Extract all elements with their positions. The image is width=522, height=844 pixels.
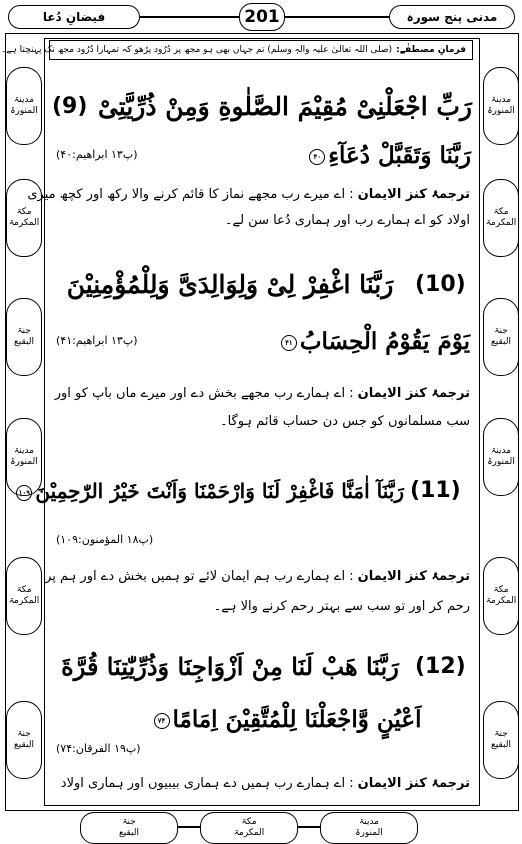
footer-label-baqi — [80, 812, 178, 844]
dua-number: (11) — [410, 478, 461, 503]
arabic-verse-continued — [100, 698, 472, 742]
header-rule-right — [283, 16, 389, 18]
hadith-box — [1, 40, 473, 60]
translation-label: ترجمۂ کنز الایمان — [357, 386, 470, 401]
side-text: جنۃ — [494, 326, 508, 336]
dua-number: (10) — [415, 272, 466, 297]
side-text: البقیع — [13, 740, 35, 750]
side-text: المنورۃ — [10, 106, 38, 116]
arabic-text: رَبَّنَا وَتَقَبَّلْ دُعَآءِ — [328, 142, 471, 169]
side-label-baqi-left — [6, 298, 42, 376]
side-text: جنۃ — [17, 729, 31, 739]
translation-label: ترجمۂ کنز الایمان — [357, 569, 470, 584]
side-text: البقیع — [490, 740, 512, 750]
translation-line — [52, 385, 470, 403]
footer-text: البقیع — [118, 828, 140, 838]
side-text: المکرمۃ — [485, 218, 517, 228]
translation-line: رحم کر اور تو سب سے بہتر رحم کرنے والا ہے۔ — [213, 599, 470, 614]
footer-text: مکۃ — [241, 817, 257, 827]
translation-line: اولاد کو اے ہمارے رب اور ہماری دُعا سن لے۔ — [224, 213, 470, 228]
arabic-verse — [18, 470, 404, 512]
side-text: البقیع — [490, 337, 512, 347]
arabic-text: اَعْيُنٍ وَّاجْعَلْنَا لِلْمُتَّقِيْنَ اِمَامًا — [172, 706, 422, 733]
side-text: مکۃ — [16, 207, 32, 217]
side-label-makkah-right-2 — [483, 557, 519, 635]
verse-reference: (پ۱۳ ابراھیم:۴۱) — [56, 334, 138, 347]
arabic-verse: رَبَّنَا اغْفِرْ لِىْ وَلِوَالِدَىَّ وَلِلْمُؤْمِنِيْنَ — [66, 270, 394, 299]
translation-label: ترجمۂ کنز الایمان — [357, 776, 470, 791]
arabic-verse: رَبَّنَا هَبْ لَنَا مِنْ اَزْوَاجِنَا وَذُرِّيّٰتِنَا قُرَّةَ — [61, 652, 399, 681]
translation-line — [45, 568, 470, 586]
footer-text: جنۃ — [122, 817, 136, 827]
side-text: مکۃ — [493, 585, 509, 595]
side-text: المنورۃ — [10, 457, 38, 467]
book-title: مدنی پنج سورہ — [389, 5, 515, 29]
arabic-text: رَبَّنَآ اٰمَنَّا فَاغْفِرْ لَنَا وَارْحَمْنَا وَاَنْتَ خَيْرُ الرّٰحِمِيْنَ — [35, 479, 404, 503]
side-text: مدینۃ — [490, 446, 512, 456]
dua-number: (9) — [52, 94, 88, 119]
side-text: المکرمۃ — [8, 596, 40, 606]
footer-text: مدینۃ — [358, 817, 380, 827]
translation-line: سب مسلمانوں کو جس دن حساب قائم ہوگا۔ — [219, 414, 470, 429]
section-title: فیضانِ دُعا — [8, 5, 140, 29]
ayah-number-mark: ۴۰ — [309, 149, 325, 165]
header-rule-left — [138, 16, 239, 18]
side-text: جنۃ — [494, 729, 508, 739]
footer-text: المنورۃ — [355, 828, 383, 838]
side-label-baqi-right — [483, 298, 519, 376]
side-text: جنۃ — [17, 326, 31, 336]
arabic-verse-continued — [155, 136, 471, 176]
side-label-baqi-left-2 — [6, 701, 42, 779]
ayah-number-mark: ۴۱ — [281, 335, 297, 351]
translation-label: ترجمۂ کنز الایمان — [357, 187, 470, 202]
hadith-label: فرمانِ مصطفٰے: — [396, 45, 466, 55]
side-text: المکرمۃ — [485, 596, 517, 606]
side-text: مدینۃ — [13, 95, 35, 105]
verse-reference: (پ۱۸ المؤمنون:۱۰۹) — [56, 533, 154, 546]
side-text: مکۃ — [16, 585, 32, 595]
verse-reference: (پ۱۳ ابراھیم:۴۰) — [56, 148, 138, 161]
side-text: مدینۃ — [13, 446, 35, 456]
arabic-verse-continued — [190, 322, 470, 362]
arabic-text: يَوْمَ يَقُوْمُ الْحِسَابُ — [299, 328, 470, 355]
footer-label-madina — [320, 812, 418, 844]
side-text: مکۃ — [493, 207, 509, 217]
verse-reference: (پ۱۹ الفرقان:۷۴) — [56, 742, 141, 755]
footer-label-makkah — [200, 812, 298, 844]
translation-text: : اے ہمارے رب ہمیں دے ہماری بیبیوں اور ہماری اولاد — [60, 776, 354, 791]
footer-text: المکرمۃ — [233, 828, 265, 838]
translation-line — [52, 775, 470, 793]
page-number: 201 — [239, 3, 285, 31]
side-label-makkah-right — [483, 179, 519, 257]
side-text: المنورۃ — [487, 457, 515, 467]
side-label-makkah-left-2 — [6, 557, 42, 635]
translation-text: : اے میرے رب مجھے نماز کا قائم کرنے والا رکھ اور کچھ میری — [27, 187, 354, 202]
translation-line — [27, 186, 470, 204]
ayah-number-mark: ۱۰۹ — [16, 485, 32, 501]
side-label-madina-right — [483, 67, 519, 145]
side-text: المکرمۃ — [8, 218, 40, 228]
side-label-madina-left — [6, 67, 42, 145]
side-label-baqi-right-2 — [483, 701, 519, 779]
side-text: مدینۃ — [490, 95, 512, 105]
arabic-verse: رَبِّ اجْعَلْنِىْ مُقِيْمَ الصَّلٰوةِ وَمِنْ ذُرِّيَّتِىْ — [97, 92, 472, 121]
dua-number: (12) — [415, 654, 466, 679]
side-text: المنورۃ — [487, 106, 515, 116]
ayah-number-mark: ۷۴ — [154, 713, 170, 729]
translation-text: : اے ہمارے رب مجھے بخش دے اور میرے ماں باپ کو اور — [54, 386, 354, 401]
translation-text: : اے ہمارے رب ہم ایمان لائے تو ہمیں بخش دے اور ہم پر — [45, 569, 354, 584]
side-text: البقیع — [13, 337, 35, 347]
hadith-text: (صلی اللہ تعالیٰ علیہ والہٖ وسلم) تم جہاں بھی ہو مجھ پر دُرُود پڑھو کہ تمہارا دُرُود مجھ تک پہنچتا ہے۔ — [1, 45, 393, 55]
side-label-madina-right-2 — [483, 418, 519, 496]
